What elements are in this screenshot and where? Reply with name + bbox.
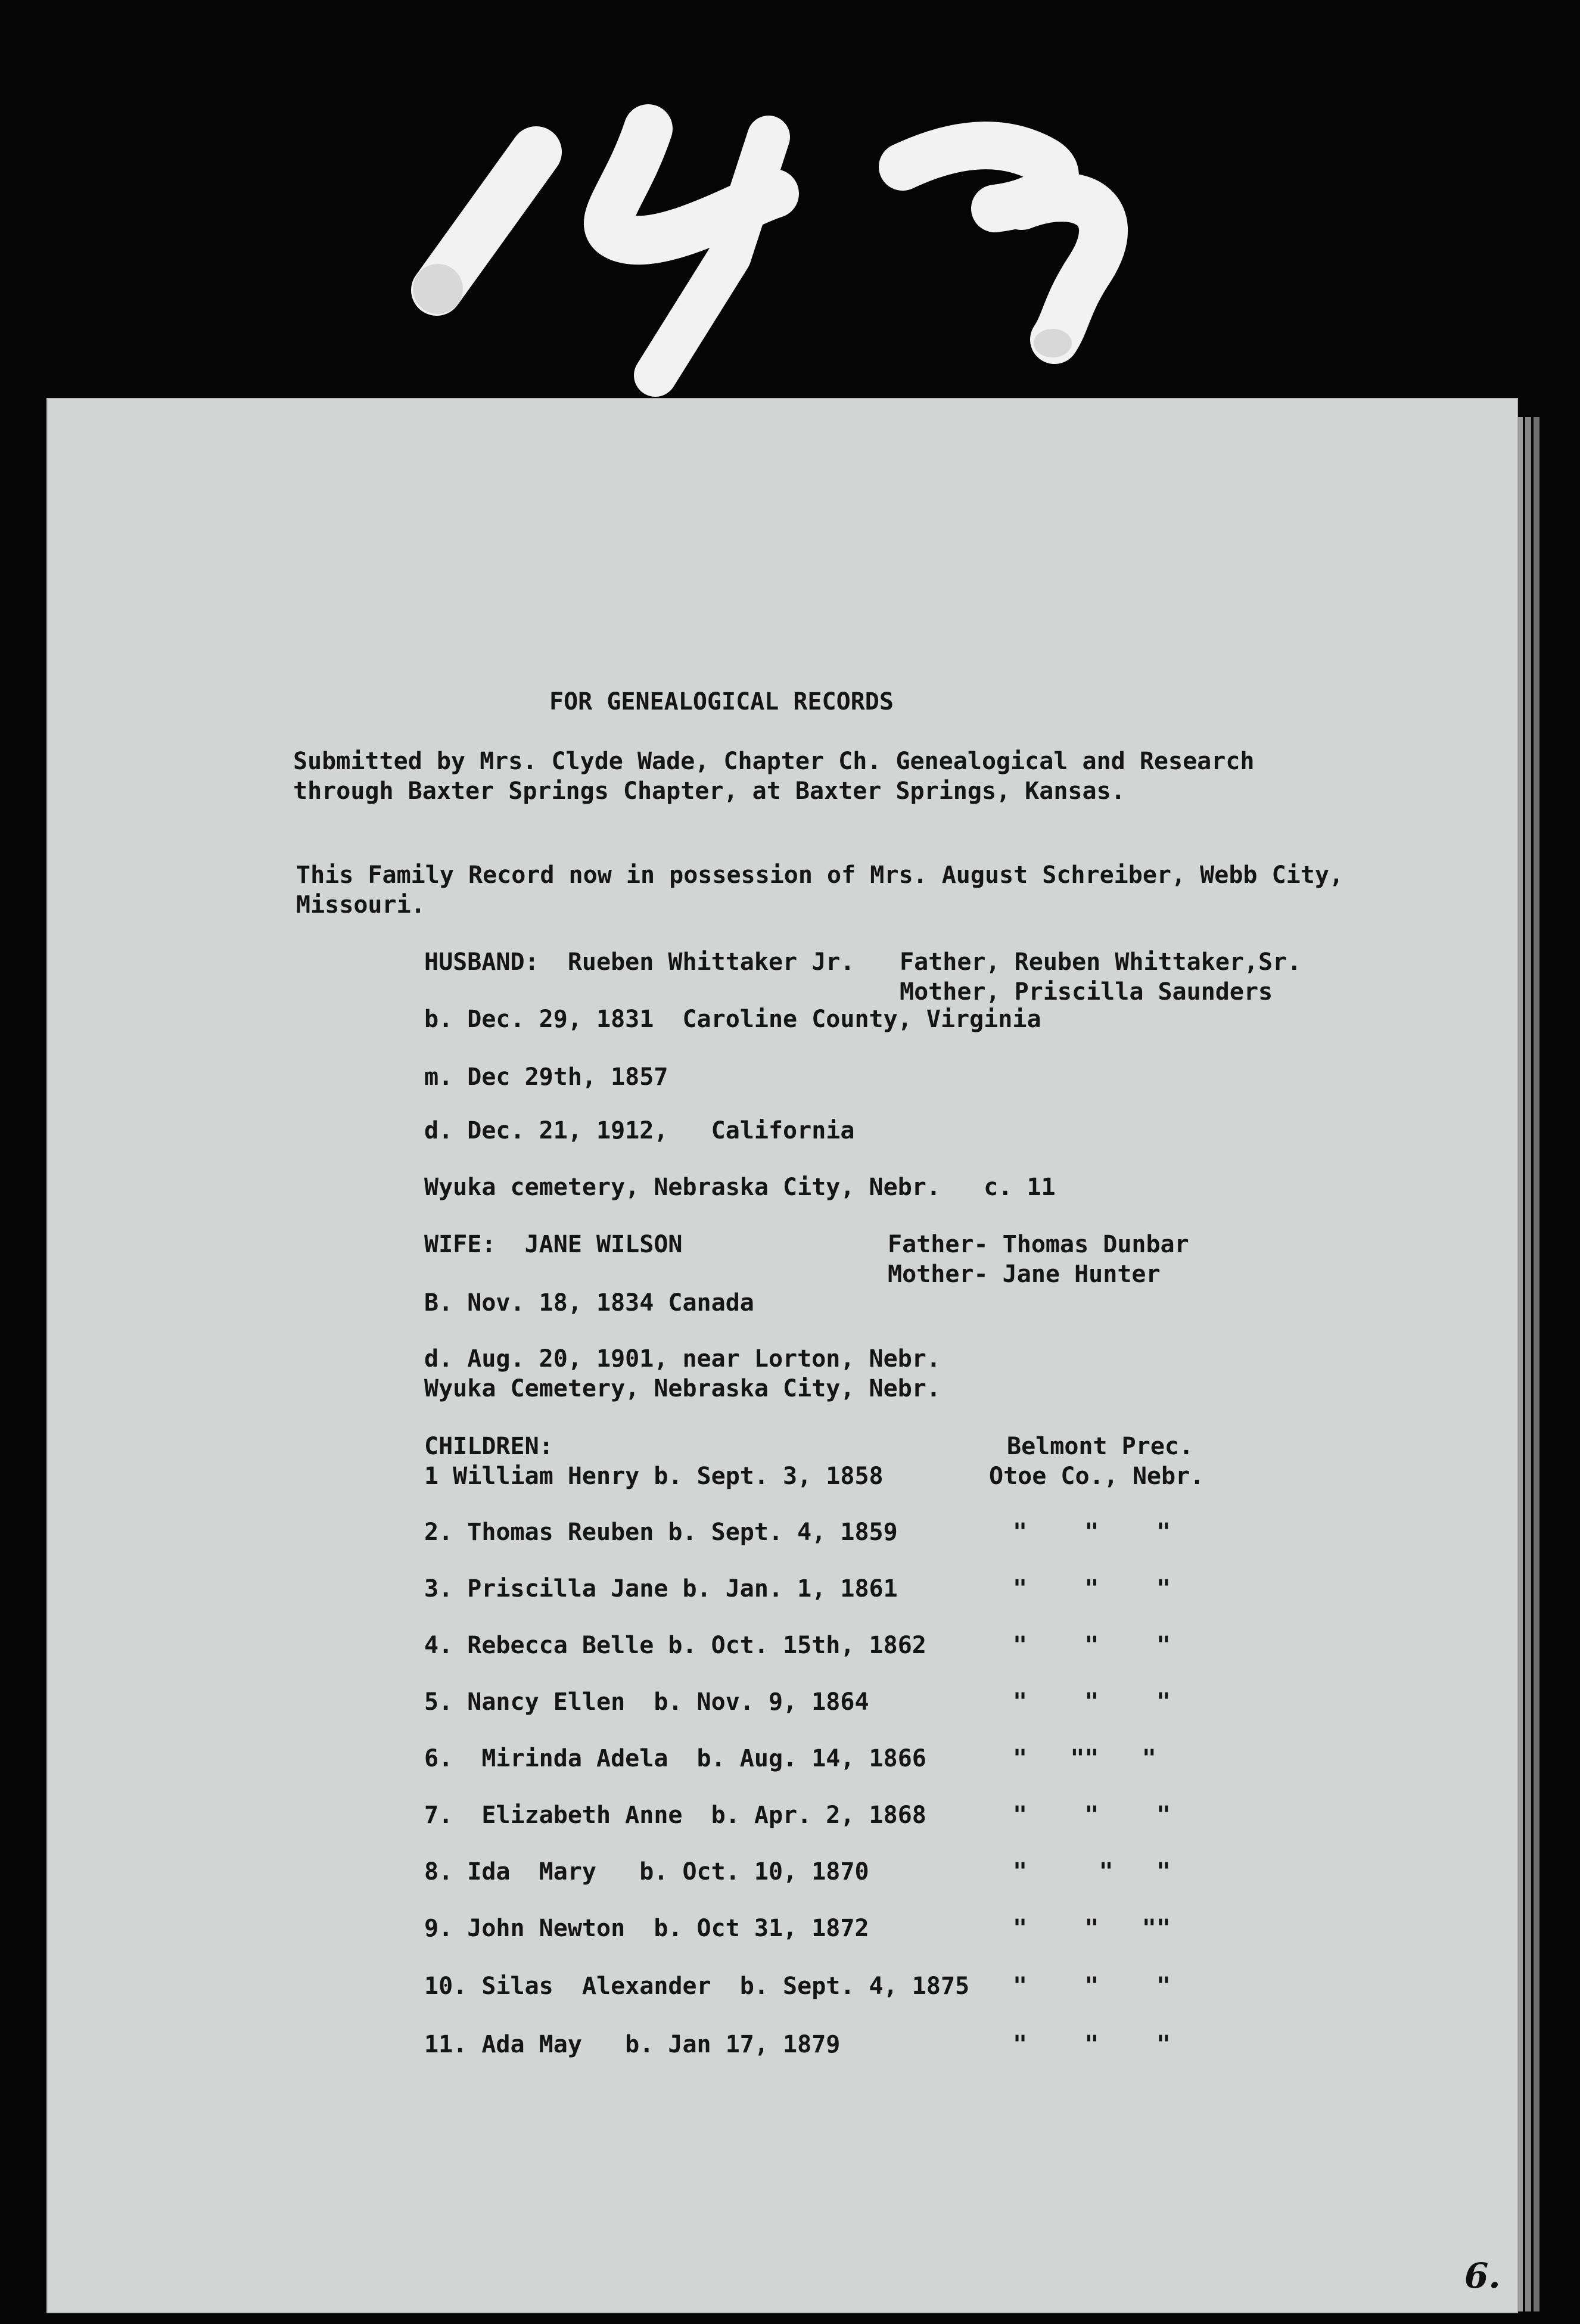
ditto-marks: " " " xyxy=(1013,1802,1171,1829)
child-entry: 9. John Newton b. Oct 31, 1872 xyxy=(424,1915,869,1942)
husband-death: d. Dec. 21, 1912, California xyxy=(424,1117,855,1144)
ditto-marks: " " " xyxy=(1013,1858,1171,1886)
child-entry: 10. Silas Alexander b. Sept. 4, 1875 xyxy=(424,1973,970,2000)
wife-mother: Mother- Jane Hunter xyxy=(888,1261,1161,1288)
child-entry: 1 William Henry b. Sept. 3, 1858 xyxy=(424,1463,884,1490)
child-entry: 11. Ada May b. Jan 17, 1879 xyxy=(424,2031,841,2058)
child-entry: 4. Rebecca Belle b. Oct. 15th, 1862 xyxy=(424,1632,926,1659)
possession-line-2: Missouri. xyxy=(296,891,425,919)
child-entry: 3. Priscilla Jane b. Jan. 1, 1861 xyxy=(424,1575,898,1603)
submitted-line-1: Submitted by Mrs. Clyde Wade, Chapter Ch. Genealogical and Research xyxy=(293,748,1255,775)
wife-father: Father- Thomas Dunbar xyxy=(888,1231,1189,1258)
wife-death: d. Aug. 20, 1901, near Lorton, Nebr. xyxy=(424,1345,941,1373)
wife-line: WIFE: JANE WILSON xyxy=(424,1231,683,1258)
husband-line: HUSBAND: Rueben Whittaker Jr. xyxy=(424,948,855,976)
wife-birth: B. Nov. 18, 1834 Canada xyxy=(424,1289,754,1317)
husband-birth: b. Dec. 29, 1831 Caroline County, Virginia xyxy=(424,1006,1041,1033)
husband-marriage: m. Dec 29th, 1857 xyxy=(424,1063,668,1091)
place-header-2: Otoe Co., Nebr. xyxy=(989,1463,1205,1490)
page-number: 6. xyxy=(1464,2255,1501,2296)
ditto-marks: " " " xyxy=(1013,1632,1171,1659)
ditto-marks: " " " xyxy=(1013,1973,1171,2000)
husband-father: Father, Reuben Whittaker,Sr. xyxy=(900,948,1302,976)
place-header-1: Belmont Prec. xyxy=(1007,1433,1194,1460)
husband-mother: Mother, Priscilla Saunders xyxy=(900,978,1273,1006)
ditto-marks: " "" " xyxy=(1013,1745,1156,1772)
possession-line-1: This Family Record now in possession of Mrs. August Schreiber, Webb City, xyxy=(296,861,1343,889)
ditto-marks: " " " xyxy=(1013,1519,1171,1546)
child-entry: 7. Elizabeth Anne b. Apr. 2, 1868 xyxy=(424,1802,926,1829)
child-entry: 8. Ida Mary b. Oct. 10, 1870 xyxy=(424,1858,869,1886)
child-entry: 6. Mirinda Adela b. Aug. 14, 1866 xyxy=(424,1745,926,1772)
ditto-marks: " " "" xyxy=(1013,1915,1171,1942)
child-entry: 2. Thomas Reuben b. Sept. 4, 1859 xyxy=(424,1519,898,1546)
document-title: FOR GENEALOGICAL RECORDS xyxy=(549,688,894,715)
ditto-marks: " " " xyxy=(1013,1688,1171,1716)
children-header: CHILDREN: xyxy=(424,1433,553,1460)
ditto-marks: " " " xyxy=(1013,1575,1171,1603)
husband-burial: Wyuka cemetery, Nebraska City, Nebr. c. 11 xyxy=(424,1174,1056,1201)
wife-burial: Wyuka Cemetery, Nebraska City, Nebr. xyxy=(424,1375,941,1402)
ditto-marks: " " " xyxy=(1013,2031,1171,2058)
submitted-line-2: through Baxter Springs Chapter, at Baxter Springs, Kansas. xyxy=(293,777,1125,805)
child-entry: 5. Nancy Ellen b. Nov. 9, 1864 xyxy=(424,1688,869,1716)
